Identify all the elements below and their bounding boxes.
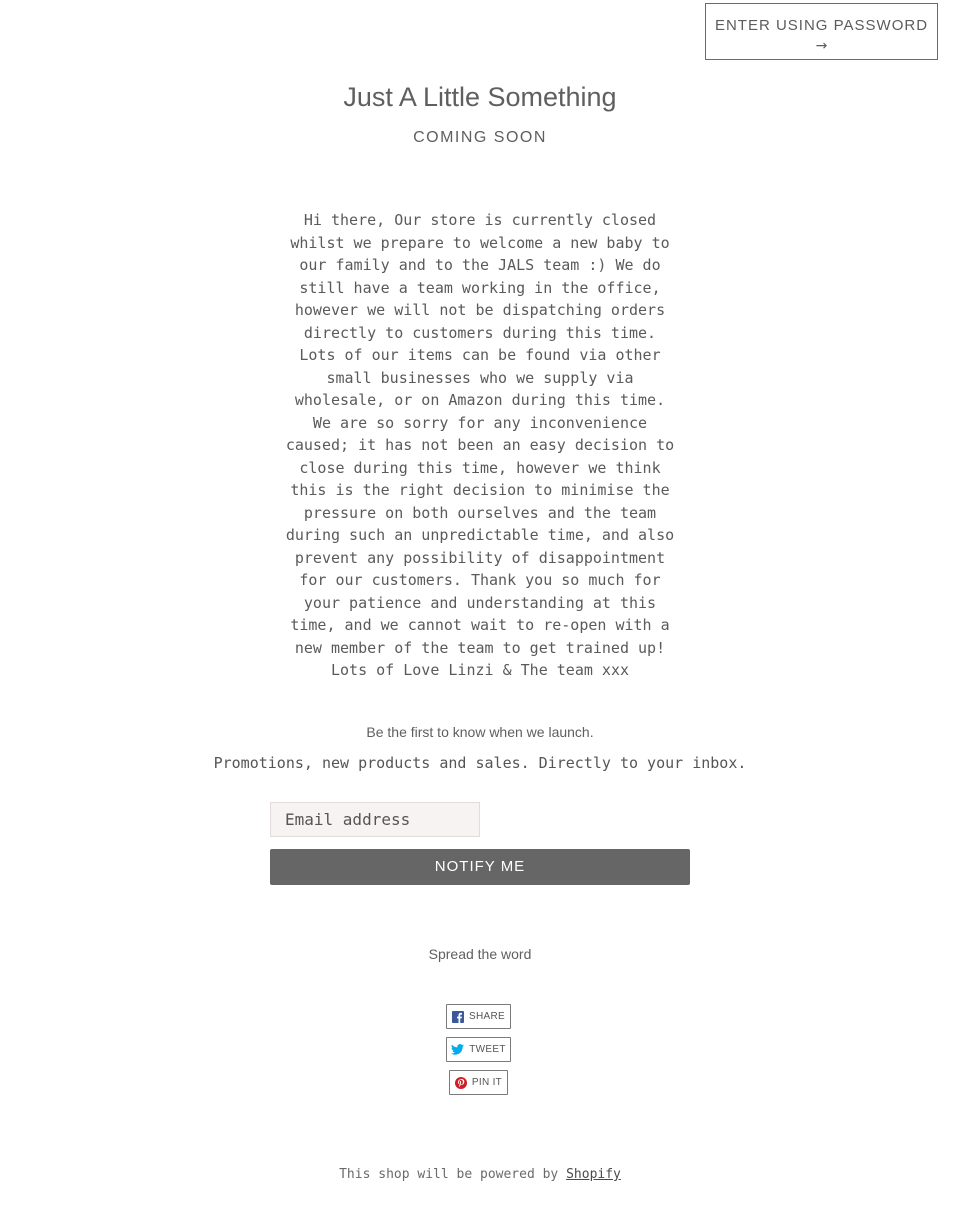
coming-soon-label: COMING SOON: [413, 129, 547, 146]
twitter-tweet-label: TWEET: [469, 1044, 506, 1055]
store-message: Hi there, Our store is currently closed whilst we prepare to welcome a new baby to our family and to the JALS team :) We do still have a team working in the office, however we will not be dispatching orders directly to customers during this time. Lots of our items can be found via other small businesses who we supply via wholesale, or on Amazon during this time. We are so sorry for any inconvenience caused; it has not been an easy decision to close during this time, however we think this is the right decision to minimise the pressure on both ourselves and the team during such an unpredictable time, and also prevent any possibility of disappointment for our customers. Thank you so much for your patience and understanding at this time, and we cannot wait to re-open with a new member of the team to get trained up! Lots of Love Linzi & The team xxx: [285, 211, 675, 679]
facebook-share-label: SHARE: [469, 1011, 505, 1022]
email-input[interactable]: [270, 802, 480, 837]
pinterest-icon: [455, 1077, 467, 1089]
arrow-right-icon: →: [815, 38, 828, 54]
password-button-label: ENTER USING PASSWORD: [714, 17, 929, 34]
facebook-icon: [452, 1011, 464, 1023]
store-title: Just A Little Something: [343, 82, 617, 112]
facebook-share-button[interactable]: [446, 1004, 511, 1029]
newsletter-subheading: Promotions, new products and sales. Directly to your inbox.: [213, 754, 747, 772]
twitter-icon: [451, 1044, 464, 1055]
pinterest-pin-label: PIN IT: [471, 1077, 503, 1088]
newsletter-heading: Be the first to know when we launch.: [366, 724, 594, 740]
notify-me-button[interactable]: NOTIFY ME: [270, 849, 690, 885]
pinterest-pin-button[interactable]: [449, 1070, 508, 1095]
enter-using-password-button[interactable]: [705, 3, 938, 60]
shopify-link[interactable]: Shopify: [566, 1167, 621, 1182]
spread-the-word-heading: Spread the word: [428, 946, 532, 962]
twitter-tweet-button[interactable]: [446, 1037, 511, 1062]
footer: [0, 1167, 960, 1182]
footer-text: This shop will be powered by: [339, 1167, 559, 1182]
